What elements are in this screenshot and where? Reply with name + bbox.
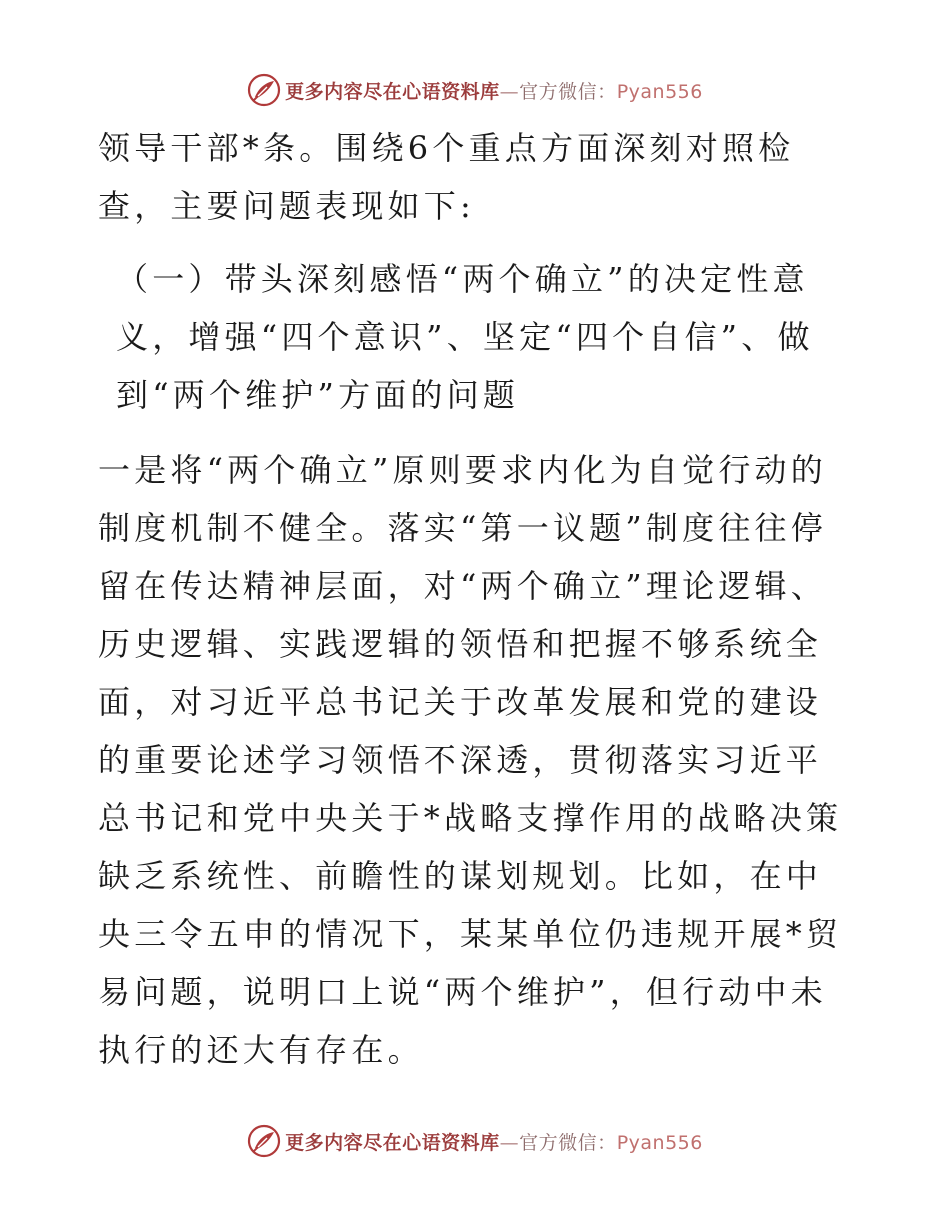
- watermark-dash: —: [499, 80, 520, 103]
- section-heading: （一）带头深刻感悟“两个确立”的决定性意义，增强“四个意识”、坚定“四个自信”、做到“两个维护”方面的问题: [116, 260, 814, 414]
- header-watermark-banner: [0, 70, 950, 110]
- watermark-wechat-id: Pyan556: [616, 80, 703, 103]
- watermark-wechat-id: Pyan556: [616, 1131, 703, 1154]
- watermark-text: [285, 77, 703, 104]
- watermark-wechat-label: 官方微信：: [519, 80, 617, 103]
- watermark-text: [285, 1128, 703, 1155]
- watermark-wechat-label: 官方微信：: [519, 1131, 617, 1154]
- leaf-pen-logo-icon: [247, 73, 281, 107]
- watermark-site-name: 更多内容尽在心语资料库: [285, 80, 500, 103]
- intro-paragraph: 领导干部*条。围绕6个重点方面深刻对照检查，主要问题表现如下:: [98, 129, 795, 225]
- watermark-site-name: 更多内容尽在心语资料库: [285, 1131, 500, 1154]
- leaf-pen-logo-icon: [247, 1124, 281, 1158]
- body-paragraph: 一是将“两个确立”原则要求内化为自觉行动的制度机制不健全。落实“第一议题”制度往往停留在传达精神层面，对“两个确立”理论逻辑、历史逻辑、实践逻辑的领悟和把握不够系统全面，对习近平总书记关于改革发展和党的建设的重要论述学习领悟不深透，贯彻落实习近平总书记和党中央关于*战略支撑作用的战略决策缺乏系统性、前瞻性的谋划规划。比如，在中央三令五申的情况下，某某单位仍违规开展*贸易问题，说明口上说“两个维护”，但行动中未执行的还大有存在。: [98, 451, 843, 1069]
- watermark-dash: —: [499, 1131, 520, 1154]
- footer-watermark-banner: [0, 1121, 950, 1161]
